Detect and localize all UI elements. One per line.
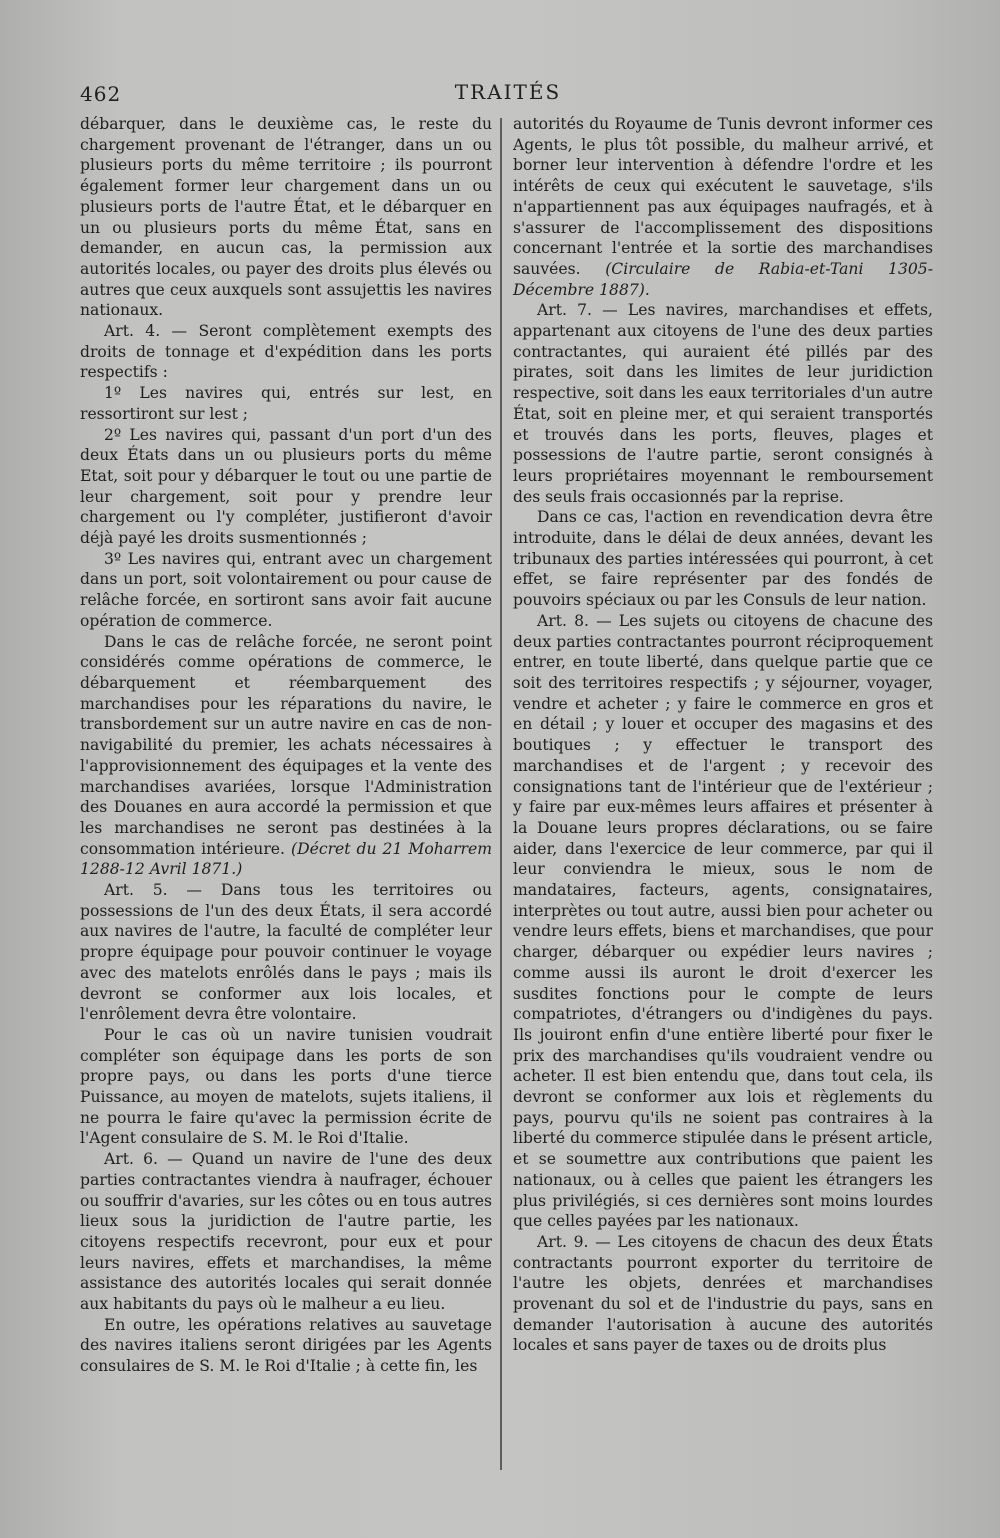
column-divider <box>500 118 502 1470</box>
paragraph <box>80 632 492 880</box>
paragraph-text: Art. 5. — Dans tous les territoires ou possessions de l'un des deux États, il sera accordé aux navires de l'autre, la faculté de compléter leur propre équipage pour pouvoir continuer le voyage avec des matelots enrôlés dans le pays ; mais ils devront se conformer aux lois locales, et l'enrôlement devra être volontaire. <box>80 881 492 1024</box>
paragraph-text: En outre, les opérations relatives au sauvetage des navires italiens seront dirigées par les Agents consulaires de S. M. le Roi d'Italie ; à cette fin, les <box>80 1315 492 1376</box>
paragraph-art-4 <box>80 321 492 383</box>
paragraph-art-8 <box>513 611 933 1232</box>
page-header <box>80 78 936 108</box>
paragraph <box>80 549 492 632</box>
paragraph <box>80 1025 492 1149</box>
paragraph-text: Art. 8. — Les sujets ou citoyens de chacune des deux parties contractantes pourront réciproquement entrer, en toute liberté, dans quelque partie que ce soit des territoires respectifs ; y séjourner, voyager, vendre et acheter ; y faire le commerce en gros et en détail ; y louer et occuper des magasins et des boutiques ; y effectuer le transport des marchandises et de l'argent ; y recevoir des consignations tant de l'intérieur que de l'extérieur ; y faire par eux-mêmes leurs affaires et présenter à la Douane leurs propres déclarations, ou se faire aider, dans l'exercice de leur commerce, par qui il leur conviendra le mieux, sous le nom de mandataires, facteurs, agents, consignataires, interprètes ou tout autre, aussi bien pour acheter ou vendre leurs effets, biens et marchandises, que pour charger, débarquer ou expédier leurs navires ; comme aussi ils auront le droit d'exercer les susdites fonctions pour le compte de leurs compatriotes, d'étrangers ou d'indigènes du pays. Ils jouiront enfin d'une entière liberté pour fixer le prix des marchandises qu'ils voudraient vendre ou acheter. Il est bien entendu que, dans tout cela, ils devront se conformer aux lois et règlements du pays, pourvu qu'ils ne soient pas contraires à la liberté du commerce stipulée dans le présent article, et se soumettre aux contributions que paient les nationaux, ou à celles que paient les étrangers les plus privilégiés, si ces dernières sont moins lourdes que celles payées par les nationaux. <box>513 611 933 1231</box>
right-column <box>513 114 933 1356</box>
paragraph <box>80 1315 492 1377</box>
paragraph-text: Art. 9. — Les citoyens de chacun des deux États contractants pourront exporter du territoire de l'autre les objets, denrées et marchandises provenant du sol et de l'industrie du pays, sans en demander l'autorisation à aucune des autorités locales et sans payer de taxes ou de droits plus <box>513 1232 933 1355</box>
paragraph-text: Dans ce cas, l'action en revendication devra être introduite, dans le délai de deux années, devant les tribunaux des parties intéressées qui pourront, à cet effet, se faire représenter par des fondés de pouvoirs spéciaux ou par les Consuls de leur nation. <box>513 508 933 610</box>
paragraph <box>513 507 933 611</box>
paragraph-text: 1º Les navires qui, entrés sur lest, en ressortiront sur lest ; <box>80 384 492 423</box>
paragraph-art-5 <box>80 880 492 1025</box>
citation: (Décret du 21 Moharrem 1288-12 Avril 1871.) <box>80 839 493 879</box>
paragraph <box>80 114 492 321</box>
paragraph <box>513 114 933 300</box>
page-number: 462 <box>80 82 122 106</box>
paragraph-text: Dans le cas de relâche forcée, ne seront point considérés comme opérations de commerce, le débarquement et réembarquement des marchandises pour les réparations du navire, le transbordement sur un autre navire en cas de non-navigabilité du premier, les achats nécessaires à l'approvisionnement des équipages et la vente des marchandises avariées, lorsque l'Administration des Douanes en aura accordé la permission et que les marchandises ne seront pas destinées à la consommation intérieure. <box>80 632 492 858</box>
citation: (Circulaire de Rabia-et-Tani 1305-Décembre 1887). <box>513 259 933 299</box>
paragraph-art-9 <box>513 1232 933 1356</box>
paragraph-text: autorités du Royaume de Tunis devront informer ces Agents, le plus tôt possible, du malheur arrivé, et borner leur intervention à défendre l'ordre et les intérêts de ceux qui exécutent le sauvetage, s'ils n'appartiennent pas aux équipages naufragés, et à s'assurer de l'accomplissement des dispositions concernant l'entrée et la sortie des marchandises sauvées. <box>513 115 933 278</box>
paragraph-text: Art. 7. — Les navires, marchandises et effets, appartenant aux citoyens de l'une des deux parties contractantes, qui auraient été pillés par des pirates, soit dans les limites de leur juridiction respective, soit dans les eaux territoriales d'un autre État, soit en pleine mer, et qui seraient transportés et trouvés dans les ports, fleuves, plages et possessions de l'autre partie, seront consignés à leurs propriétaires moyennant le remboursement des seuls frais occasionnés par la reprise. <box>513 301 933 506</box>
paragraph-text: 2º Les navires qui, passant d'un port d'un des deux États dans un ou plusieurs ports du même Etat, soit pour y débarquer le tout ou une partie de leur chargement, soit pour y prendre leur chargement ou l'y compléter, justifieront d'avoir déjà payé les droits susmentionnés ; <box>80 425 492 548</box>
running-title: TRAITÉS <box>454 80 562 104</box>
paragraph-art-7 <box>513 300 933 507</box>
paragraph-text: Pour le cas où un navire tunisien voudrait compléter son équipage dans les ports de son propre pays, ou dans les ports d'une tierce Puissance, au moyen de matelots, sujets italiens, il ne pourra le faire qu'avec la permission écrite de l'Agent consulaire de S. M. le Roi d'Italie. <box>80 1025 492 1148</box>
paragraph-text: Art. 6. — Quand un navire de l'une des deux parties contractantes viendra à naufrager, échouer ou souffrir d'avaries, sur les côtes ou en tous autres lieux sous la juridiction de l'autre partie, les citoyens respectifs recevront, pour eux et pour leurs navires, effets et marchandises, la même assistance des autorités locales qui serait donnée aux habitants du pays où le malheur a eu lieu. <box>80 1150 492 1314</box>
paragraph-art-6 <box>80 1149 492 1315</box>
paragraph-text: débarquer, dans le deuxième cas, le reste du chargement provenant de l'étranger, dans un ou plusieurs ports du même territoire ; ils pourront également former leur chargement dans un ou plusieurs ports de l'autre État, et le débarquer en un ou plusieurs ports du même État, sans en demander, en aucun cas, la permission aux autorités locales, ou payer des droits plus élevés ou autres que ceux auxquels sont assujettis les navires nationaux. <box>80 115 492 320</box>
paragraph-text: 3º Les navires qui, entrant avec un chargement dans un port, soit volontairement ou pour cause de relâche forcée, en sortiront sans avoir fait aucune opération de commerce. <box>80 549 492 630</box>
paragraph <box>80 383 492 424</box>
left-column <box>80 114 492 1377</box>
paragraph-text: Art. 4. — Seront complètement exempts des droits de tonnage et d'expédition dans les ports respectifs : <box>80 322 492 382</box>
paragraph <box>80 425 492 549</box>
